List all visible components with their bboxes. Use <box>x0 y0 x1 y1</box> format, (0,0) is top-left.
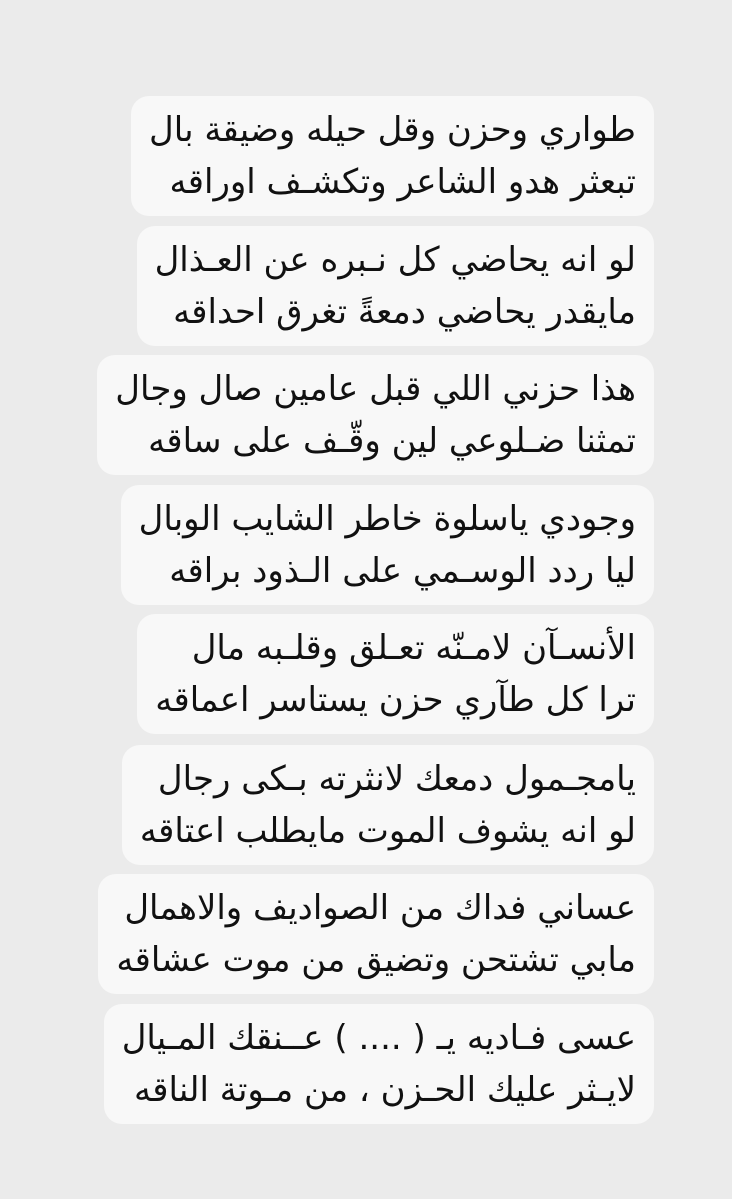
verse-line: مايقدر يحاضي دمعةً تغرق احداقه <box>173 292 636 332</box>
stanza-8 <box>104 1004 654 1124</box>
verse-line: لايـثر عليك الحـزن ، من مـوتة الناقه <box>134 1070 636 1110</box>
verse-line: ليا ردد الوسـمي على الـذود براقه <box>169 551 636 591</box>
verse-line: ترا كل طآري حزن يستاسر اعماقه <box>155 680 636 720</box>
stanza-1 <box>131 96 654 216</box>
verse-line: الأنسـآن لامـنّه تعـلق وقلـبه مال <box>191 628 636 668</box>
verse-line: تمثنا ضـلوعي لين وقّـف على ساقه <box>148 421 636 461</box>
verse-line: عساني فداك من الصواديف والاهمال <box>124 888 636 928</box>
stanza-7 <box>98 874 654 994</box>
stanza-4 <box>121 485 654 605</box>
verse-line: يامجـمول دمعك لانثرته بـكى رجال <box>157 759 636 799</box>
verse-line: عسى فـاديه يـ ( .... ) عــنقك المـيال <box>121 1018 636 1058</box>
verse-line: طواري وحزن وقل حيله وضيقة بال <box>149 110 636 150</box>
stanza-5 <box>137 614 654 734</box>
verse-line: لو انه يشوف الموت مايطلب اعتاقه <box>139 811 636 851</box>
verse-line: لو انه يحاضي كل نـبره عن العـذال <box>154 240 636 280</box>
verse-line: وجودي ياسلوة خاطر الشايب الوبال <box>138 499 636 539</box>
verse-line: مابي تشتحن وتضيق من موت عشاقه <box>116 940 636 980</box>
stanza-6 <box>122 745 654 865</box>
stanza-2 <box>137 226 654 346</box>
stanza-3 <box>97 355 654 475</box>
verse-line: تبعثر هدو الشاعر وتكشـف اوراقه <box>169 162 636 202</box>
verse-line: هذا حزني اللي قبل عامين صال وجال <box>115 369 636 409</box>
